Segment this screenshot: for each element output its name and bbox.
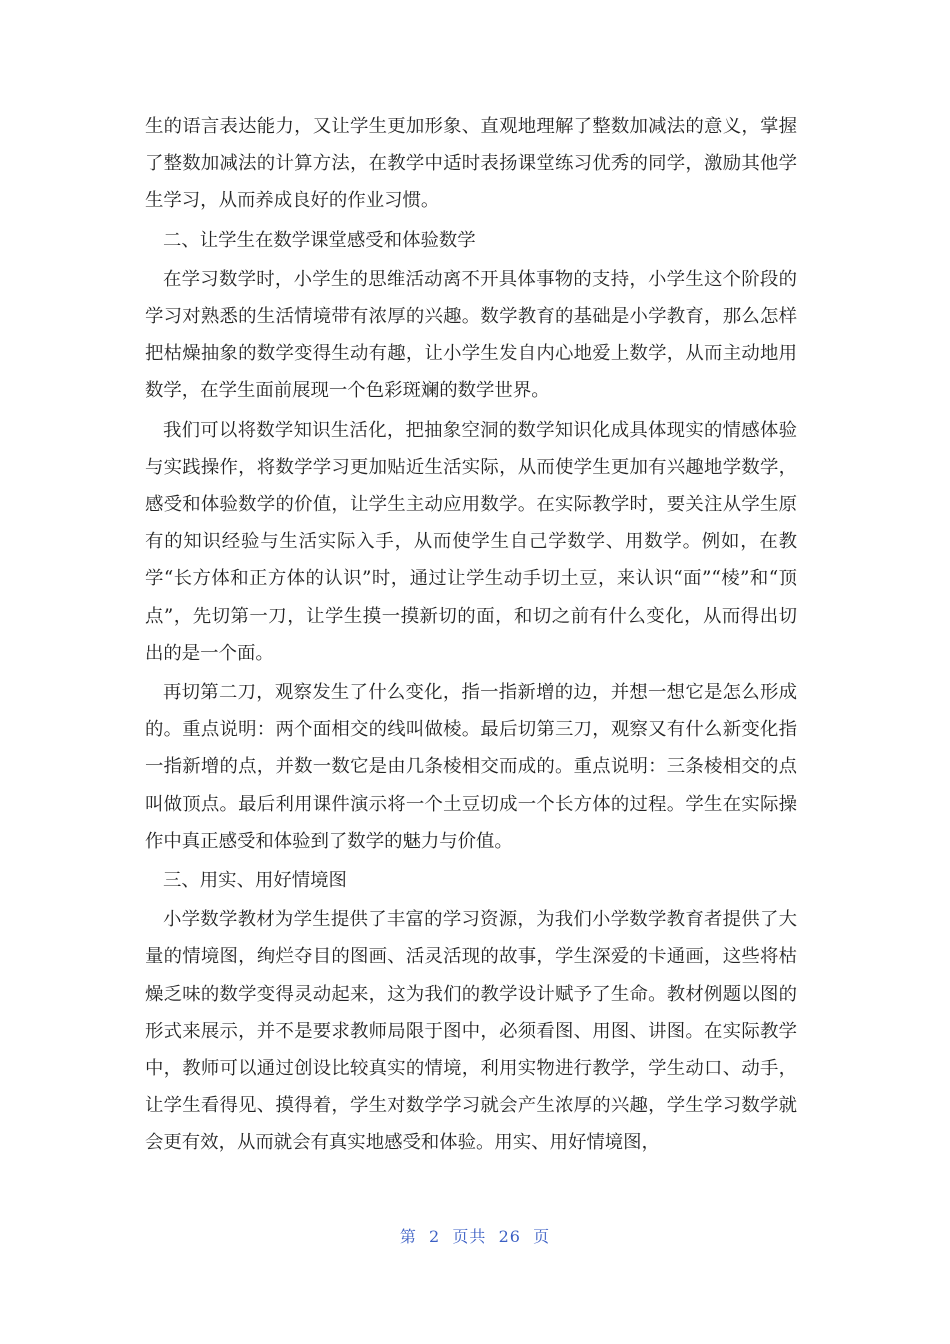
footer-current-page: 2 bbox=[429, 1227, 441, 1246]
page-body bbox=[145, 108, 797, 1164]
paragraph-continued: 生的语言表达能力，又让学生更加形象、直观地理解了整数加减法的意义，掌握了整数加减法的计算方法，在教学中适时表扬课堂练习优秀的同学，激励其他学生学习，从而养成良好的作业习惯。 bbox=[145, 116, 797, 212]
section-heading-2: 二、让学生在数学课堂感受和体验数学 bbox=[163, 229, 476, 251]
section-heading-3: 三、用实、用好情境图 bbox=[163, 870, 347, 892]
paragraph: 小学数学教材为学生提供了丰富的学习资源，为我们小学数学教育者提供了大量的情境图，绚烂夺目的图画、活灵活现的故事，学生深爱的卡通画，这些将枯燥乏味的数学变得灵动起来，这为我们的教学设计赋予了生命。教材例题以图的形式来展示，并不是要求教师局限于图中，必须看图、用图、讲图。在实际教学中，教师可以通过创设比较真实的情境，利用实物进行教学，学生动口、动手，让学生看得见、摸得着，学生对数学学习就会产生浓厚的兴趣，学生学习数学就会更有效，从而就会有真实地感受和体验。用实、用好情境图， bbox=[145, 909, 797, 1154]
page-footer bbox=[0, 1224, 950, 1247]
paragraph: 在学习数学时，小学生的思维活动离不开具体事物的支持，小学生这个阶段的学习对熟悉的生活情境带有浓厚的兴趣。数学教育的基础是小学教育，那么怎样把枯燥抽象的数学变得生动有趣，让小学生发自内心地爱上数学，从而主动地用数学，在学生面前展现一个色彩斑斓的数学世界。 bbox=[145, 268, 797, 402]
footer-prefix: 第 bbox=[399, 1227, 417, 1246]
paragraph: 再切第二刀，观察发生了什么变化，指一指新增的边，并想一想它是怎么形成的。重点说明：两个面相交的线叫做棱。最后切第三刀，观察又有什么新变化指一指新增的点，并数一数它是由几条棱相交而成的。重点说明：三条棱相交的点叫做顶点。最后利用课件演示将一个土豆切成一个长方体的过程。学生在实际操作中真正感受和体验到了数学的魅力与价值。 bbox=[145, 682, 797, 852]
footer-suffix: 页 bbox=[533, 1227, 551, 1246]
paragraph: 我们可以将数学知识生活化，把抽象空洞的数学知识化成具体现实的情感体验与实践操作，将数学学习更加贴近生活实际，从而使学生更加有兴趣地学数学，感受和体验数学的价值，让学生主动应用数学。在实际教学时，要关注从学生原有的知识经验与生活实际入手，从而使学生自己学数学、用数学。例如，在教学“长方体和正方体的认识”时，通过让学生动手切土豆，来认识“面”“棱”和“顶点”，先切第一刀，让学生摸一摸新切的面，和切之前有什么变化，从而得出切出的是一个面。 bbox=[145, 419, 797, 664]
footer-total-pages: 26 bbox=[498, 1227, 521, 1246]
footer-middle: 页共 bbox=[452, 1227, 487, 1246]
